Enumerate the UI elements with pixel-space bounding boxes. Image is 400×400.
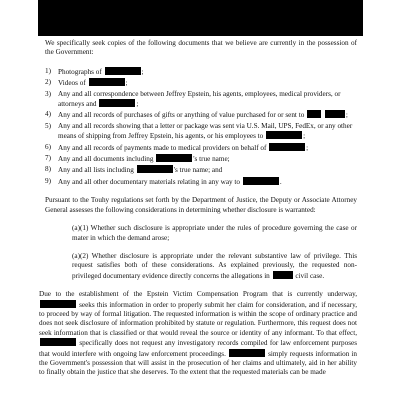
redaction-bar [266,131,302,139]
list-item: 1) Photographs of ; [45,66,144,76]
redaction-bar [243,177,279,185]
request-list [45,67,357,187]
redaction-bar [99,99,135,107]
redaction-bar [325,110,345,118]
document-body [39,39,357,378]
list-item: 8) Any and all lists including 's true name; and [45,165,223,175]
list-item: 9) Any and all other documentary materials relating in any way to . [45,176,282,186]
redaction-bar [40,300,76,308]
list-item: 6) Any and all records of payments made to medical providers on behalf of ; [45,142,309,152]
list-item: 3) Any and all correspondence between Jeffrey Epstein, his agents, employees, medical providers, or attorneys and ; [45,89,341,109]
redaction-bar [307,110,321,118]
list-item: 5) Any and all records showing that a letter or package was sent via U.S. Mail, UPS, FedEx, or any other means of shipping from Jeffrey Epstein, his agents, or his employees to ; [45,121,353,141]
redaction-bar [137,165,173,173]
redacted-header [38,0,363,36]
list-item: 2) Videos of ; [45,78,128,88]
redaction-bar [40,338,76,346]
redaction-bar [89,78,125,86]
list-item: 4) Any and all records of purchases of gifts or anything of value purchased for or sent to ; [45,110,348,120]
final-paragraph: Due to the establishment of the Epstein Victim Compensation Program that is currently underway, seeks this information in order to properly submit her claim for consideration, and if necessary, to proceed by way of formal litigation. The requested information is within the scope of ordinary practice and does not seek disclosure of information prohibited by statute or regulation. Furthermore, this request does not seek information that is classified or that would reveal the source or identity of any informant. To that effect, specifically does not request any investigatory records compiled for law enforcement purposes that would interfere with ongoing law enforcement proceedings. simply requests information in the Government's possession that will assist in the prosecution of her claims and ultimately, aid in her ability to finally obtain the justice that she deserves. To the extent that the requested materials can be made [39,290,357,377]
consideration-a2: (a)(2) Whether disclosure is appropriate under the relevant substantive law of privilege. This request satisfies both of these considerations. As explained previously, the requested non-privileged documentary evidence directly concerns the allegations in civil case. [72,251,357,280]
redaction-bar [105,67,141,75]
redaction-bar [269,143,305,151]
redaction-bar [156,154,192,162]
list-item: 7) Any and all documents including 's true name; [45,154,230,164]
redaction-bar [229,349,265,357]
redaction-bar [273,271,293,279]
consideration-a1: (a)(1) Whether such disclosure is appropriate under the rules of procedure governing the case or mater in which the demand arose; [72,224,357,242]
touhy-paragraph: Pursuant to the Touhy regulations set forth by the Department of Justice, the Deputy or Associate Attorney General assesses the following considerations in determining whether disclosure is warranted: [45,196,357,214]
intro-paragraph: We specifically seek copies of the following documents that we believe are currently in the possession of the Government: [45,39,357,57]
